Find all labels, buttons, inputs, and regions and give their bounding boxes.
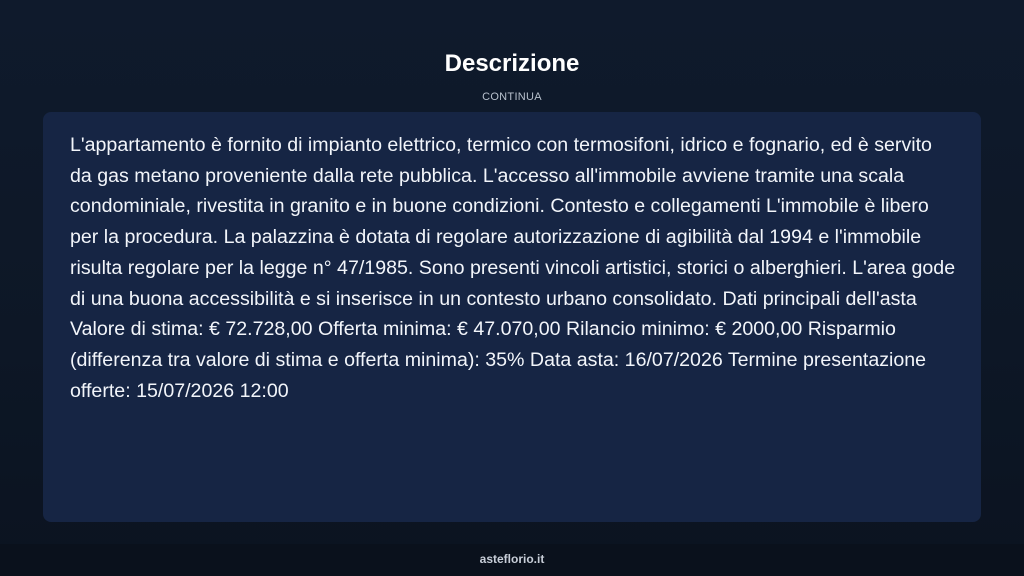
- page-header: [0, 48, 1024, 104]
- footer-bar: [0, 544, 1024, 576]
- description-card: [43, 112, 981, 522]
- footer-site-name: asteflorio.it: [479, 552, 545, 566]
- description-text: L'appartamento è fornito di impianto elettrico, termico con termosifoni, idrico e fognario, ed è servito da gas metano proveniente dalla rete pubblica. L'accesso all'immobile avviene tramite una scala condominiale, rivestita in granito e in buone condizioni. Contesto e collegamenti L'immobile è libero per la procedura. La palazzina è dotata di regolare autorizzazione di agibilità dal 1994 e l'immobile risulta regolare per la legge n° 47/1985. Sono presenti vincoli artistici, storici o alberghieri. L'area gode di una buona accessibilità e si inserisce in un contesto urbano consolidato. Dati principali dell'asta Valore di stima: € 72.728,00 Offerta minima: € 47.070,00 Rilancio minimo: € 2000,00 Risparmio (differenza tra valore di stima e offerta minima): 35% Data asta: 16/07/2026 Termine presentazione offerte: 15/07/2026 12:00: [70, 134, 956, 402]
- page-subtitle: CONTINUA: [482, 91, 542, 103]
- page-title: Descrizione: [444, 50, 580, 77]
